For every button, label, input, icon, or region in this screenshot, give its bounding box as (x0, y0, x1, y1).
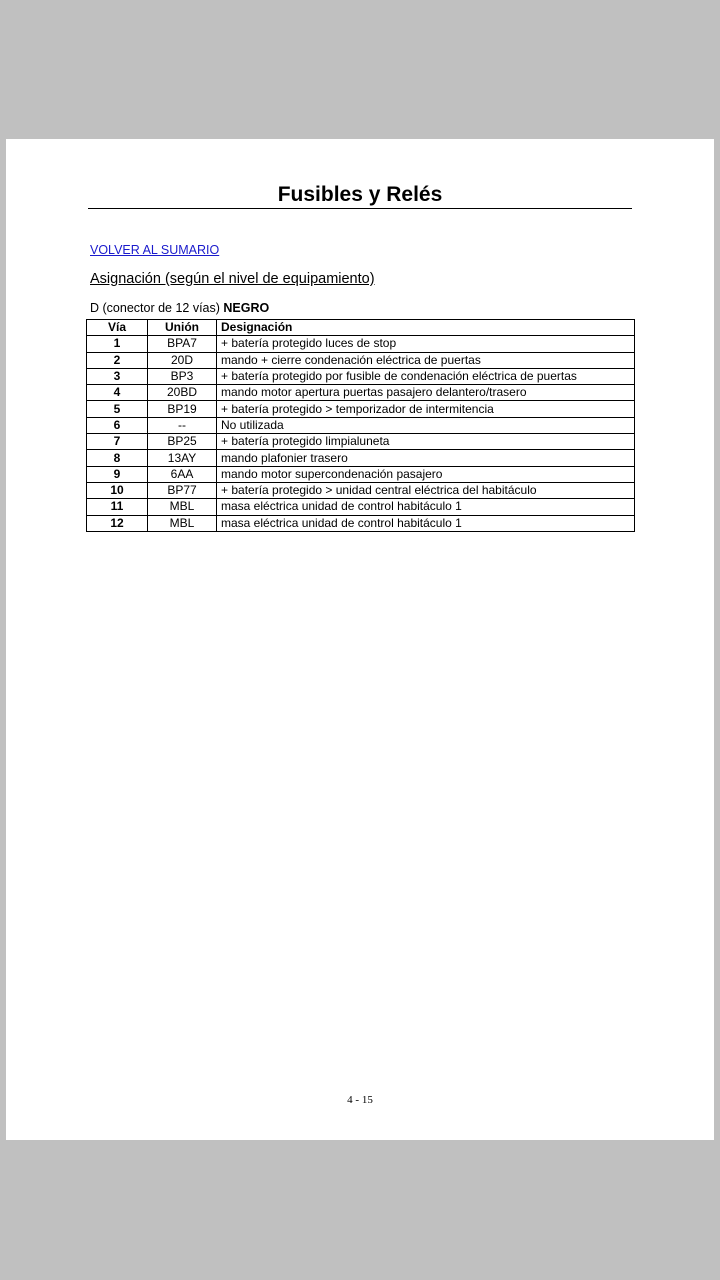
header-designacion: Designación (217, 320, 635, 336)
page-number: 4 - 15 (347, 1094, 373, 1106)
cell-via: 5 (87, 401, 148, 417)
cell-union: 20BD (148, 385, 217, 401)
pin-assignment-table (86, 319, 635, 532)
cell-union: BP3 (148, 368, 217, 384)
cell-designacion: masa eléctrica unidad de control habitáculo 1 (217, 499, 635, 515)
cell-designacion: mando + cierre condenación eléctrica de puertas (217, 352, 635, 368)
cell-union: MBL (148, 499, 217, 515)
cell-via: 4 (87, 385, 148, 401)
cell-via: 7 (87, 434, 148, 450)
document-page (6, 139, 714, 1140)
cell-designacion: + batería protegido limpialuneta (217, 434, 635, 450)
cell-union: BP25 (148, 434, 217, 450)
cell-designacion: mando motor apertura puertas pasajero delantero/trasero (217, 385, 635, 401)
cell-union: 13AY (148, 450, 217, 466)
cell-designacion: + batería protegido > temporizador de intermitencia (217, 401, 635, 417)
table-row (87, 352, 635, 368)
header-via: Vía (87, 320, 148, 336)
cell-via: 3 (87, 368, 148, 384)
cell-designacion: + batería protegido > unidad central eléctrica del habitáculo (217, 482, 635, 498)
table-row (87, 368, 635, 384)
cell-designacion: No utilizada (217, 417, 635, 433)
table-row (87, 450, 635, 466)
cell-via: 6 (87, 417, 148, 433)
cell-via: 9 (87, 466, 148, 482)
table-row (87, 434, 635, 450)
cell-via: 2 (87, 352, 148, 368)
back-to-summary-link[interactable]: VOLVER AL SUMARIO (90, 243, 220, 257)
cell-union: 20D (148, 352, 217, 368)
table-row (87, 401, 635, 417)
table-header-row (87, 320, 635, 336)
table-row (87, 336, 635, 352)
connector-description: D (conector de 12 vías) (90, 301, 220, 315)
cell-union: BPA7 (148, 336, 217, 352)
connector-color: NEGRO (223, 301, 270, 315)
header-union: Unión (148, 320, 217, 336)
cell-designacion: + batería protegido luces de stop (217, 336, 635, 352)
page-title: Fusibles y Relés (88, 181, 632, 209)
connector-label (90, 301, 269, 315)
cell-designacion: mando plafonier trasero (217, 450, 635, 466)
cell-designacion: masa eléctrica unidad de control habitáculo 1 (217, 515, 635, 531)
table-row (87, 466, 635, 482)
table-row (87, 482, 635, 498)
cell-designacion: + batería protegido por fusible de condenación eléctrica de puertas (217, 368, 635, 384)
table-row (87, 385, 635, 401)
cell-via: 10 (87, 482, 148, 498)
cell-union: MBL (148, 515, 217, 531)
table-row (87, 515, 635, 531)
table-row (87, 499, 635, 515)
cell-via: 12 (87, 515, 148, 531)
section-subtitle: Asignación (según el nivel de equipamiento) (90, 271, 375, 287)
cell-union: BP77 (148, 482, 217, 498)
cell-via: 8 (87, 450, 148, 466)
cell-union: 6AA (148, 466, 217, 482)
cell-union: -- (148, 417, 217, 433)
table-row (87, 417, 635, 433)
cell-via: 11 (87, 499, 148, 515)
cell-union: BP19 (148, 401, 217, 417)
cell-designacion: mando motor supercondenación pasajero (217, 466, 635, 482)
cell-via: 1 (87, 336, 148, 352)
